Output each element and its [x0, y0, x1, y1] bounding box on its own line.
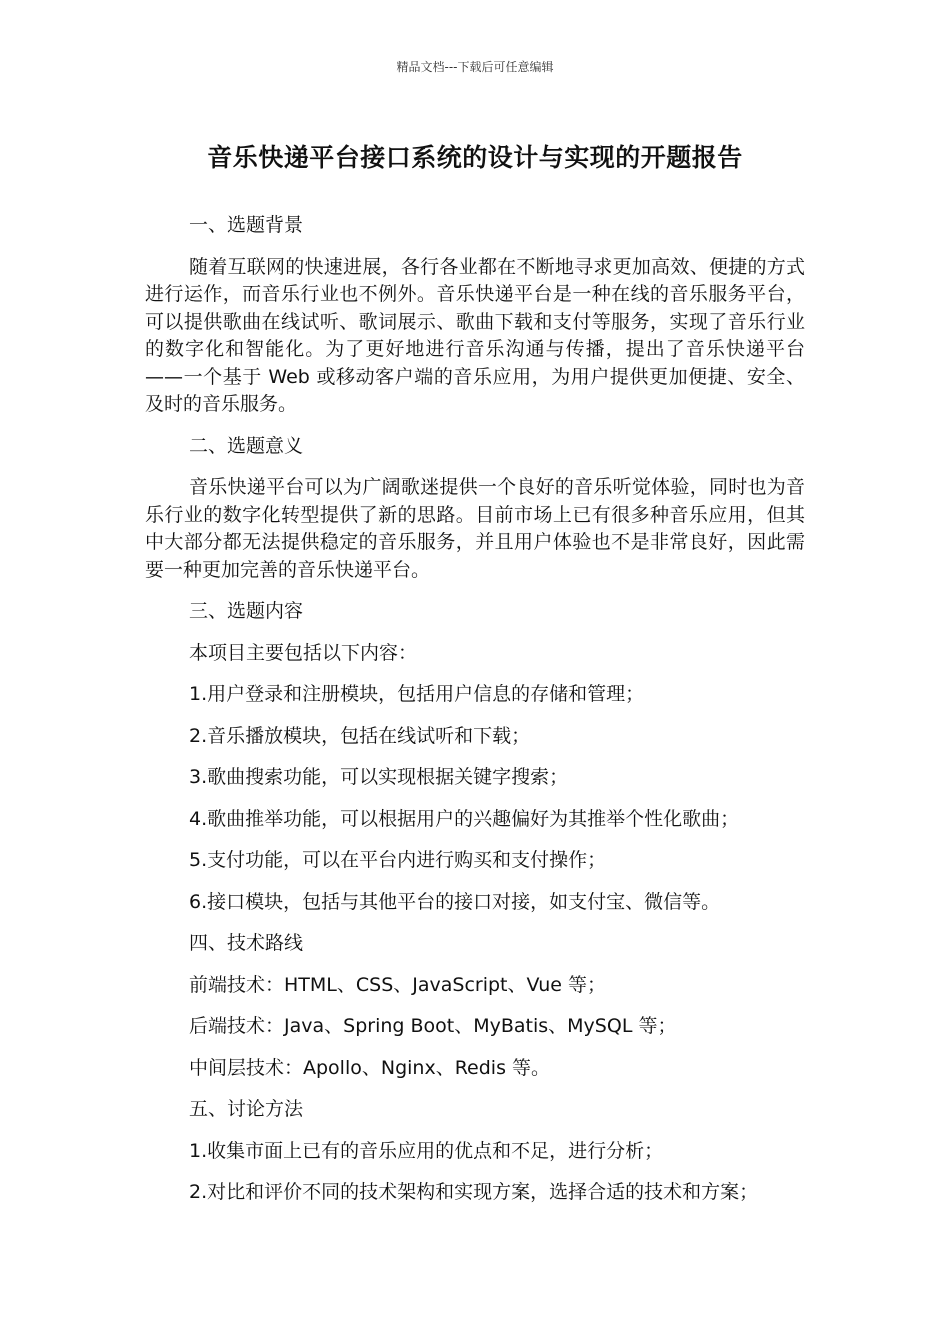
list-item: 1.收集市面上已有的音乐应用的优点和不足，进行分析；	[189, 1139, 664, 1162]
list-item: 2.对比和评价不同的技术架构和实现方案，选择合适的技术和方案；	[189, 1181, 759, 1203]
section-paragraph-significance: 音乐快递平台可以为广阔歌迷提供一个良好的音乐听觉体验，同时也为音乐行业的数字化转型提供了新的思路。目前市场上已有很多种音乐应用，但其中大部分都无法提供稳定的音乐服务，并且用户体验也不是非常良好，因此需要一种更加完善的音乐快递平台。	[145, 476, 805, 581]
list-item: 中间层技术：Apollo、Nginx、Redis 等。	[189, 1056, 551, 1079]
section-paragraph-background: 随着互联网的快速进展，各行各业都在不断地寻求更加高效、便捷的方式进行运作，而音乐行业也不例外。音乐快递平台是一种在线的音乐服务平台，可以提供歌曲在线试听、歌词展示、歌曲下载和支付等服务，实现了音乐行业的数字化和智能化。为了更好地进行音乐沟通与传播，提出了音乐快递平台——一个基于 Web 或移动客户端的音乐应用，为用户提供更加便捷、安全、及时的音乐服务。	[145, 255, 805, 415]
section-heading-content: 三、选题内容	[189, 600, 304, 622]
list-item: 5.支付功能，可以在平台内进行购买和支付操作；	[189, 849, 607, 871]
list-item: 4.歌曲推举功能，可以根据用户的兴趣偏好为其推举个性化歌曲；	[189, 807, 740, 830]
list-item: 3.歌曲搜索功能，可以实现根据关键字搜索；	[189, 766, 569, 788]
section-heading-methods: 五、讨论方法	[189, 1098, 304, 1120]
document-body	[145, 212, 805, 1221]
list-item: 后端技术：Java、Spring Boot、MyBatis、MySQL 等；	[189, 1015, 677, 1037]
list-item: 2.音乐播放模块，包括在线试听和下载；	[189, 724, 531, 747]
section-heading-significance: 二、选题意义	[189, 434, 304, 457]
list-item: 1.用户登录和注册模块，包括用户信息的存储和管理；	[189, 683, 645, 705]
document-title: 音乐快递平台接口系统的设计与实现的开题报告	[207, 143, 743, 172]
page-header-note: 精品文档---下载后可任意编辑	[396, 60, 554, 74]
section-heading-background: 一、选题背景	[189, 214, 304, 236]
section-heading-tech-route: 四、技术路线	[189, 932, 304, 954]
list-item: 6.接口模块，包括与其他平台的接口对接，如支付宝、微信等。	[189, 890, 721, 913]
list-item: 前端技术：HTML、CSS、JavaScript、Vue 等；	[189, 973, 606, 996]
content-intro: 本项目主要包括以下内容：	[189, 641, 418, 664]
